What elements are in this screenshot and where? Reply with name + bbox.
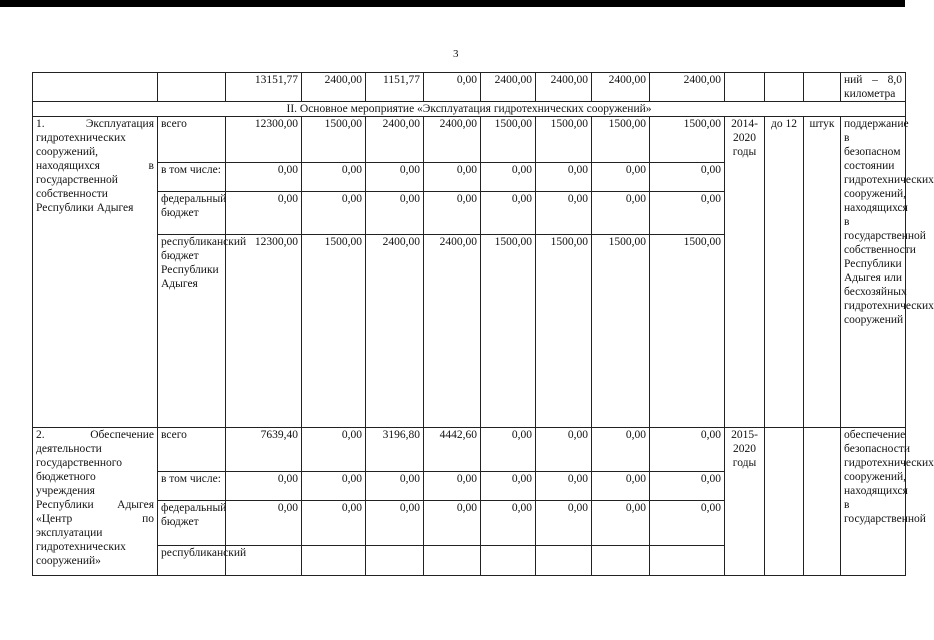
activity-2-source-federal: федеральный бюджет <box>158 501 226 546</box>
activity-1-target: до 12 <box>765 117 804 428</box>
activity-1-including-2020: 0,00 <box>650 163 725 192</box>
activity-2-total-2016: 4442,60 <box>424 428 481 472</box>
activity-1-total-2014: 1500,00 <box>302 117 366 163</box>
activity-1-name: 1. Эксплуатация гидротехнических сооружений, находящихся в государственной собственности Республики Адыгея <box>33 117 158 428</box>
activity-2-federal-sum: 0,00 <box>226 501 302 546</box>
carryover-year-2014: 2400,00 <box>302 73 366 102</box>
activity-1-unit: штук <box>804 117 841 428</box>
activity-1-federal-2017: 0,00 <box>481 192 536 235</box>
activity-2-federal-2017: 0,00 <box>481 501 536 546</box>
activity-2-result: обеспечение безопасности гидротехнических сооружений, находящихся в государственной <box>841 428 906 576</box>
activity-1-total-2017: 1500,00 <box>481 117 536 163</box>
activity-1-regional-2019: 1500,00 <box>592 235 650 428</box>
activity-2-federal-2014: 0,00 <box>302 501 366 546</box>
activity-2-federal-2019: 0,00 <box>592 501 650 546</box>
activity-1-regional-2017: 1500,00 <box>481 235 536 428</box>
activity-2-total-2014: 0,00 <box>302 428 366 472</box>
activity-1-source-total: всего <box>158 117 226 163</box>
activity-1-federal-sum: 0,00 <box>226 192 302 235</box>
activity-2-unit <box>804 428 841 576</box>
activity-1-source-federal: федеральный бюджет <box>158 192 226 235</box>
activity-2-regional-2014 <box>302 546 366 576</box>
activity-1-total-2016: 2400,00 <box>424 117 481 163</box>
activity-1-regional-2018: 1500,00 <box>536 235 592 428</box>
activity-1-including-2017: 0,00 <box>481 163 536 192</box>
carryover-result: ний – 8,0 километра <box>841 73 906 102</box>
activity-2-including-2019: 0,00 <box>592 472 650 501</box>
activity-1-federal-2019: 0,00 <box>592 192 650 235</box>
activity-2-row-total <box>33 428 906 472</box>
carryover-year-2017: 2400,00 <box>481 73 536 102</box>
section-header-row <box>33 102 906 117</box>
activity-2-source-including: в том числе: <box>158 472 226 501</box>
activity-2-federal-2018: 0,00 <box>536 501 592 546</box>
activity-2-target <box>765 428 804 576</box>
activity-1-regional-2020: 1500,00 <box>650 235 725 428</box>
activity-1-federal-2020: 0,00 <box>650 192 725 235</box>
activity-1-including-2016: 0,00 <box>424 163 481 192</box>
activity-1-including-2019: 0,00 <box>592 163 650 192</box>
activity-1-federal-2016: 0,00 <box>424 192 481 235</box>
activity-2-regional-2017 <box>481 546 536 576</box>
activity-1-federal-2014: 0,00 <box>302 192 366 235</box>
activity-2-source-regional: республиканский <box>158 546 226 576</box>
activity-1-including-2014: 0,00 <box>302 163 366 192</box>
activity-1-regional-sum: 12300,00 <box>226 235 302 428</box>
activity-1-total-2020: 1500,00 <box>650 117 725 163</box>
activity-2-federal-2020: 0,00 <box>650 501 725 546</box>
activity-1-source-regional: республиканский бюджет Республики Адыгея <box>158 235 226 428</box>
activity-1-result: поддержание в безопасном состоянии гидротехнических сооружений, находящихся в государственной собственности Республики Адыгея или бесхозяйных гидротехнических сооружений <box>841 117 906 428</box>
carryover-period-cell <box>725 73 765 102</box>
activity-2-including-2018: 0,00 <box>536 472 592 501</box>
activity-2-total-2018: 0,00 <box>536 428 592 472</box>
carryover-target-cell <box>765 73 804 102</box>
carryover-row <box>33 73 906 102</box>
activity-2-total-sum: 7639,40 <box>226 428 302 472</box>
carryover-total: 13151,77 <box>226 73 302 102</box>
activity-1-including-sum: 0,00 <box>226 163 302 192</box>
activity-1-total-sum: 12300,00 <box>226 117 302 163</box>
program-activities-table <box>32 72 934 576</box>
carryover-source-cell <box>158 73 226 102</box>
activity-2-regional-2019 <box>592 546 650 576</box>
activity-1-including-2018: 0,00 <box>536 163 592 192</box>
activity-1-including-2015: 0,00 <box>366 163 424 192</box>
activity-2-name: 2. Обеспечение деятельности государственного бюджетного учреждения Республики Адыгея «Центр по эксплуатации гидротехнических сооружений» <box>33 428 158 576</box>
activity-1-federal-2018: 0,00 <box>536 192 592 235</box>
activity-2-regional-2020 <box>650 546 725 576</box>
activity-1-regional-2016: 2400,00 <box>424 235 481 428</box>
activity-1-total-2018: 1500,00 <box>536 117 592 163</box>
activity-1-federal-2015: 0,00 <box>366 192 424 235</box>
activity-2-including-2014: 0,00 <box>302 472 366 501</box>
activity-2-including-2015: 0,00 <box>366 472 424 501</box>
activity-2-source-total: всего <box>158 428 226 472</box>
activity-1-regional-2014: 1500,00 <box>302 235 366 428</box>
activity-1-total-2015: 2400,00 <box>366 117 424 163</box>
activity-2-including-2016: 0,00 <box>424 472 481 501</box>
carryover-year-2020: 2400,00 <box>650 73 725 102</box>
activity-2-including-2020: 0,00 <box>650 472 725 501</box>
activity-2-total-2020: 0,00 <box>650 428 725 472</box>
activity-2-period: 2015-2020 годы <box>725 428 765 576</box>
carryover-name-cell <box>33 73 158 102</box>
activity-1-period: 2014-2020 годы <box>725 117 765 428</box>
activity-1-source-including: в том числе: <box>158 163 226 192</box>
activity-2-federal-2016: 0,00 <box>424 501 481 546</box>
activity-1-regional-2015: 2400,00 <box>366 235 424 428</box>
carryover-unit-cell <box>804 73 841 102</box>
activity-1-row-total <box>33 117 906 163</box>
carryover-year-2015: 1151,77 <box>366 73 424 102</box>
activity-2-including-sum: 0,00 <box>226 472 302 501</box>
activity-2-total-2017: 0,00 <box>481 428 536 472</box>
carryover-year-2019: 2400,00 <box>592 73 650 102</box>
activity-2-regional-2015 <box>366 546 424 576</box>
carryover-year-2016: 0,00 <box>424 73 481 102</box>
activity-1-total-2019: 1500,00 <box>592 117 650 163</box>
section-title: II. Основное мероприятие «Эксплуатация гидротехнических сооружений» <box>33 102 906 117</box>
scan-top-border <box>0 0 905 7</box>
carryover-year-2018: 2400,00 <box>536 73 592 102</box>
activity-2-federal-2015: 0,00 <box>366 501 424 546</box>
activity-2-regional-2018 <box>536 546 592 576</box>
activity-2-including-2017: 0,00 <box>481 472 536 501</box>
activity-2-total-2019: 0,00 <box>592 428 650 472</box>
activity-2-regional-2016 <box>424 546 481 576</box>
page-number: 3 <box>453 48 459 60</box>
activity-2-total-2015: 3196,80 <box>366 428 424 472</box>
